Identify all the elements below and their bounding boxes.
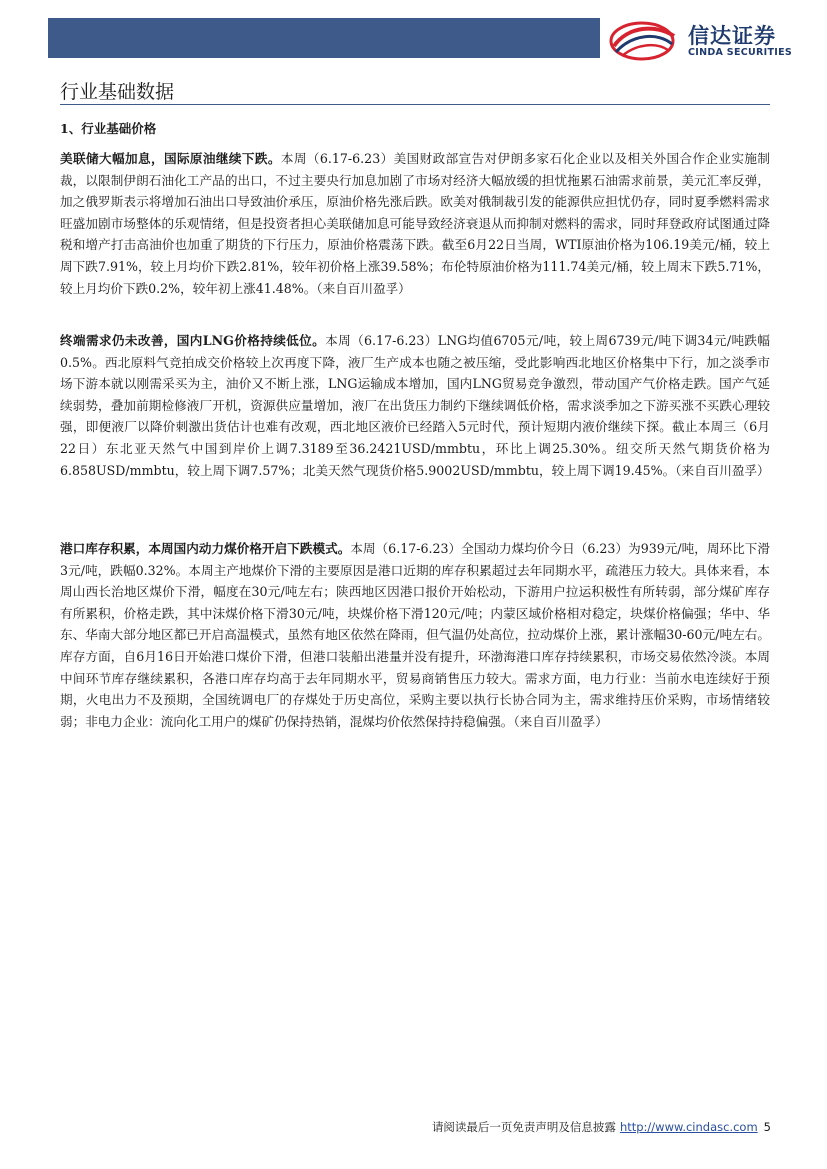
logo-english-name: CINDA SECURITIES [688, 47, 793, 58]
paragraph-crude-oil [60, 148, 770, 299]
paragraph-body: 本周（6.17-6.23）美国财政部宣告对伊朗多家石化企业以及相关外国合作企业实施制裁，以限制伊朗石油化工产品的出口，不过主要央行加息加剧了市场对经济大幅放缓的担忧拖累石油需求前景，美元汇率反弹，加之俄罗斯表示将增加石油出口导致油价承压，原油价格先涨后跌。欧美对俄制裁引发的能源供应担忧仍存，同时夏季燃料需求旺盛加剧市场整体的乐观情绪，但是投资者担心美联储加息可能导致经济衰退从而抑制对燃料的需求，同时拜登政府试图通过降税和增产打击高油价也加重了期货的下行压力，原油价格震荡下跌。截至6月22日当周，WTI原油价格为106.19美元/桶，较上周下跌7.91%，较上月均价下跌2.81%，较年初价格上涨39.58%；布伦特原油价格为111.74美元/桶，较上周末下跌5.71%，较上月均价下跌0.2%，较年初上涨41.48%。（来自百川盈孚） [60, 151, 771, 296]
footer-website-link[interactable]: http://www.cindasc.com [619, 1120, 758, 1134]
cinda-logo [608, 16, 808, 62]
page-number: 5 [763, 1120, 771, 1134]
section-title: 行业基础数据 [60, 81, 175, 103]
page-footer [432, 1119, 771, 1135]
title-divider [60, 104, 770, 105]
paragraph-thermal-coal [60, 538, 770, 732]
header-bar [48, 18, 600, 58]
cinda-logo-icon [608, 16, 680, 62]
paragraph-lead: 美联储大幅加息，国际原油继续下跌。 [60, 151, 281, 166]
footer-disclaimer: 请阅读最后一页免责声明及信息披露 [431, 1120, 616, 1134]
paragraph-body: 本周（6.17-6.23）LNG均值6705元/吨，较上周6739元/吨下调34元/吨跌幅0.5%。西北原料气竞拍成交价格较上次再度下降，液厂生产成本也随之被压缩，受此影响西北地区价格集中下行，加之淡季市场下游本就以刚需采买为主，油价又不断上涨，LNG运输成本增加，国内LNG贸易竞争激烈，带动国产气价格走跌。国产气延续弱势，叠加前期检修液厂开机，资源供应量增加，液厂在出货压力制约下继续调低价格，需求淡季加之下游买涨不买跌心理较强，即便液厂以降价刺激出货估计也难有改观，西北地区液价已经踏入5元时代，预计短期内液价继续下探。截止本周三（6月22日）东北亚天然气中国到岸价上调7.3189至36.2421USD/mmbtu，环比上调25.30%。纽交所天然气期货价格为6.858USD/mmbtu，较上周下调7.57%；北美天然气现货价格5.9002USD/mmbtu，较上周下调19.45%。（来自百川盈孚） [60, 333, 770, 478]
paragraph-lng [60, 330, 770, 481]
logo-chinese-name: 信达证券 [688, 24, 776, 48]
paragraph-lead: 港口库存积累，本周国内动力煤价格开启下跌模式。 [60, 541, 351, 556]
paragraph-lead: 终端需求仍未改善，国内LNG价格持续低位。 [60, 333, 326, 348]
paragraph-body: 本周（6.17-6.23）全国动力煤均价今日（6.23）为939元/吨，周环比下滑3元/吨，跌幅0.32%。本周主产地煤价下滑的主要原因是港口近期的库存积累超过去年同期水平，疏港压力较大。具体来看，本周山西长治地区煤价下滑，幅度在30元/吨左右；陕西地区因港口报价开始松动，下游用户拉运积极性有所转弱，部分煤矿库存有所累积，价格走跌，其中沫煤价格下滑30元/吨，块煤价格下滑120元/吨；内蒙区域价格相对稳定，块煤价格偏强；华中、华东、华南大部分地区都已开启高温模式，虽然有地区依然在降雨，但气温仍处高位，拉动煤价上涨，累计涨幅30-60元/吨左右。库存方面，自6月16日开始港口煤价下滑，但港口装船出港量并没有提升，环渤海港口库存持续累积，市场交易依然冷淡。本周中间环节库存继续累积，各港口库存均高于去年同期水平，贸易商销售压力较大。需求方面，电力行业：当前水电连续好于预期，火电出力不及预期，全国统调电厂的存煤处于历史高位，采购主要以执行长协合同为主，需求维持压价采购，市场情绪较弱；非电力企业：流向化工用户的煤矿仍保持热销，混煤均价依然保持持稳偏强。（来自百川盈孚） [60, 541, 770, 729]
sub-heading: 1、行业基础价格 [60, 121, 157, 136]
